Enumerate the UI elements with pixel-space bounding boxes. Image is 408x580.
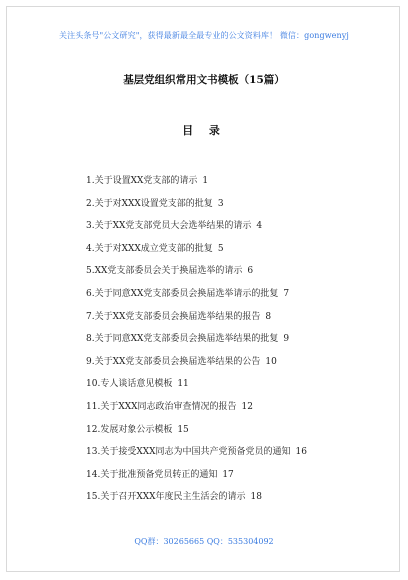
toc-item[interactable] bbox=[86, 441, 386, 464]
toc-item[interactable] bbox=[86, 396, 386, 419]
toc-item-page: 8 bbox=[265, 311, 272, 322]
toc-item[interactable] bbox=[86, 170, 386, 193]
toc-item-page: 6 bbox=[247, 266, 254, 277]
toc-item[interactable] bbox=[86, 373, 386, 396]
toc-item[interactable] bbox=[86, 260, 386, 283]
toc-item-text: 6.关于同意XX党支部委员会换届选举请示的批复 bbox=[86, 288, 279, 299]
toc-item-text: 2.关于对XXX设置党支部的批复 bbox=[86, 198, 213, 209]
document-title: 基层党组织常用文书模板（15篇） bbox=[123, 74, 285, 86]
toc-item-page: 12 bbox=[241, 401, 253, 412]
toc-item-text: 9.关于XX党支部委员会换届选举结果的公告 bbox=[86, 356, 261, 367]
toc-item-page: 15 bbox=[177, 424, 189, 435]
toc-item[interactable] bbox=[86, 464, 386, 487]
toc-item-page: 16 bbox=[295, 447, 307, 458]
toc-item-text: 8.关于同意XX党支部委员会换届选举结果的批复 bbox=[86, 334, 279, 345]
toc-item[interactable] bbox=[86, 306, 386, 329]
toc-item[interactable] bbox=[86, 215, 386, 238]
toc-item-text: 4.关于对XXX成立党支部的批复 bbox=[86, 243, 213, 254]
toc-item-page: 11 bbox=[177, 379, 189, 390]
toc-item-text: 15.关于召开XXX年度民主生活会的请示 bbox=[86, 492, 246, 503]
toc-item-text: 14.关于批准预备党员转正的通知 bbox=[86, 469, 218, 480]
header-note: 关注头条号"公文研究"，获得最新最全最专业的公文资料库！ 微信：gongwenyj bbox=[59, 31, 349, 40]
toc-item-page: 1 bbox=[202, 176, 209, 186]
toc-item-text: 3.关于XX党支部党员大会选举结果的请示 bbox=[86, 221, 252, 232]
toc-item-page: 3 bbox=[217, 198, 224, 209]
toc-item-page: 4 bbox=[256, 221, 263, 232]
footer-contact: QQ群：30265665 QQ：535304092 bbox=[134, 537, 274, 546]
toc-item[interactable] bbox=[86, 328, 386, 351]
toc-item-page: 18 bbox=[250, 492, 262, 503]
toc-item-text: 13.关于接受XXX同志为中国共产党预备党员的通知 bbox=[86, 447, 291, 458]
toc-item-page: 9 bbox=[283, 334, 290, 345]
toc-item-page: 17 bbox=[222, 469, 234, 480]
toc-item-text: 7.关于XX党支部委员会换届选举结果的报告 bbox=[86, 311, 261, 322]
toc-item-text: 10.专人谈话意见模板 bbox=[86, 379, 173, 390]
toc-item[interactable] bbox=[86, 486, 386, 509]
toc-item-page: 5 bbox=[217, 243, 224, 254]
toc-item-text: 5.XX党支部委员会关于换届选举的请示 bbox=[86, 266, 243, 277]
toc-heading: 目 录 bbox=[182, 124, 226, 137]
toc-item[interactable] bbox=[86, 193, 386, 216]
toc-item[interactable] bbox=[86, 283, 386, 306]
toc-item-text: 1.关于设置XX党支部的请示 bbox=[86, 176, 198, 186]
toc-item-text: 12.发展对象公示模板 bbox=[86, 424, 173, 435]
toc-item-text: 11.关于XXX同志政治审查情况的报告 bbox=[86, 401, 237, 412]
toc-item[interactable] bbox=[86, 419, 386, 442]
toc-item[interactable] bbox=[86, 351, 386, 374]
toc-item-page: 7 bbox=[283, 288, 290, 299]
toc-item-page: 10 bbox=[265, 356, 277, 367]
table-of-contents bbox=[86, 170, 386, 509]
toc-item[interactable] bbox=[86, 238, 386, 261]
